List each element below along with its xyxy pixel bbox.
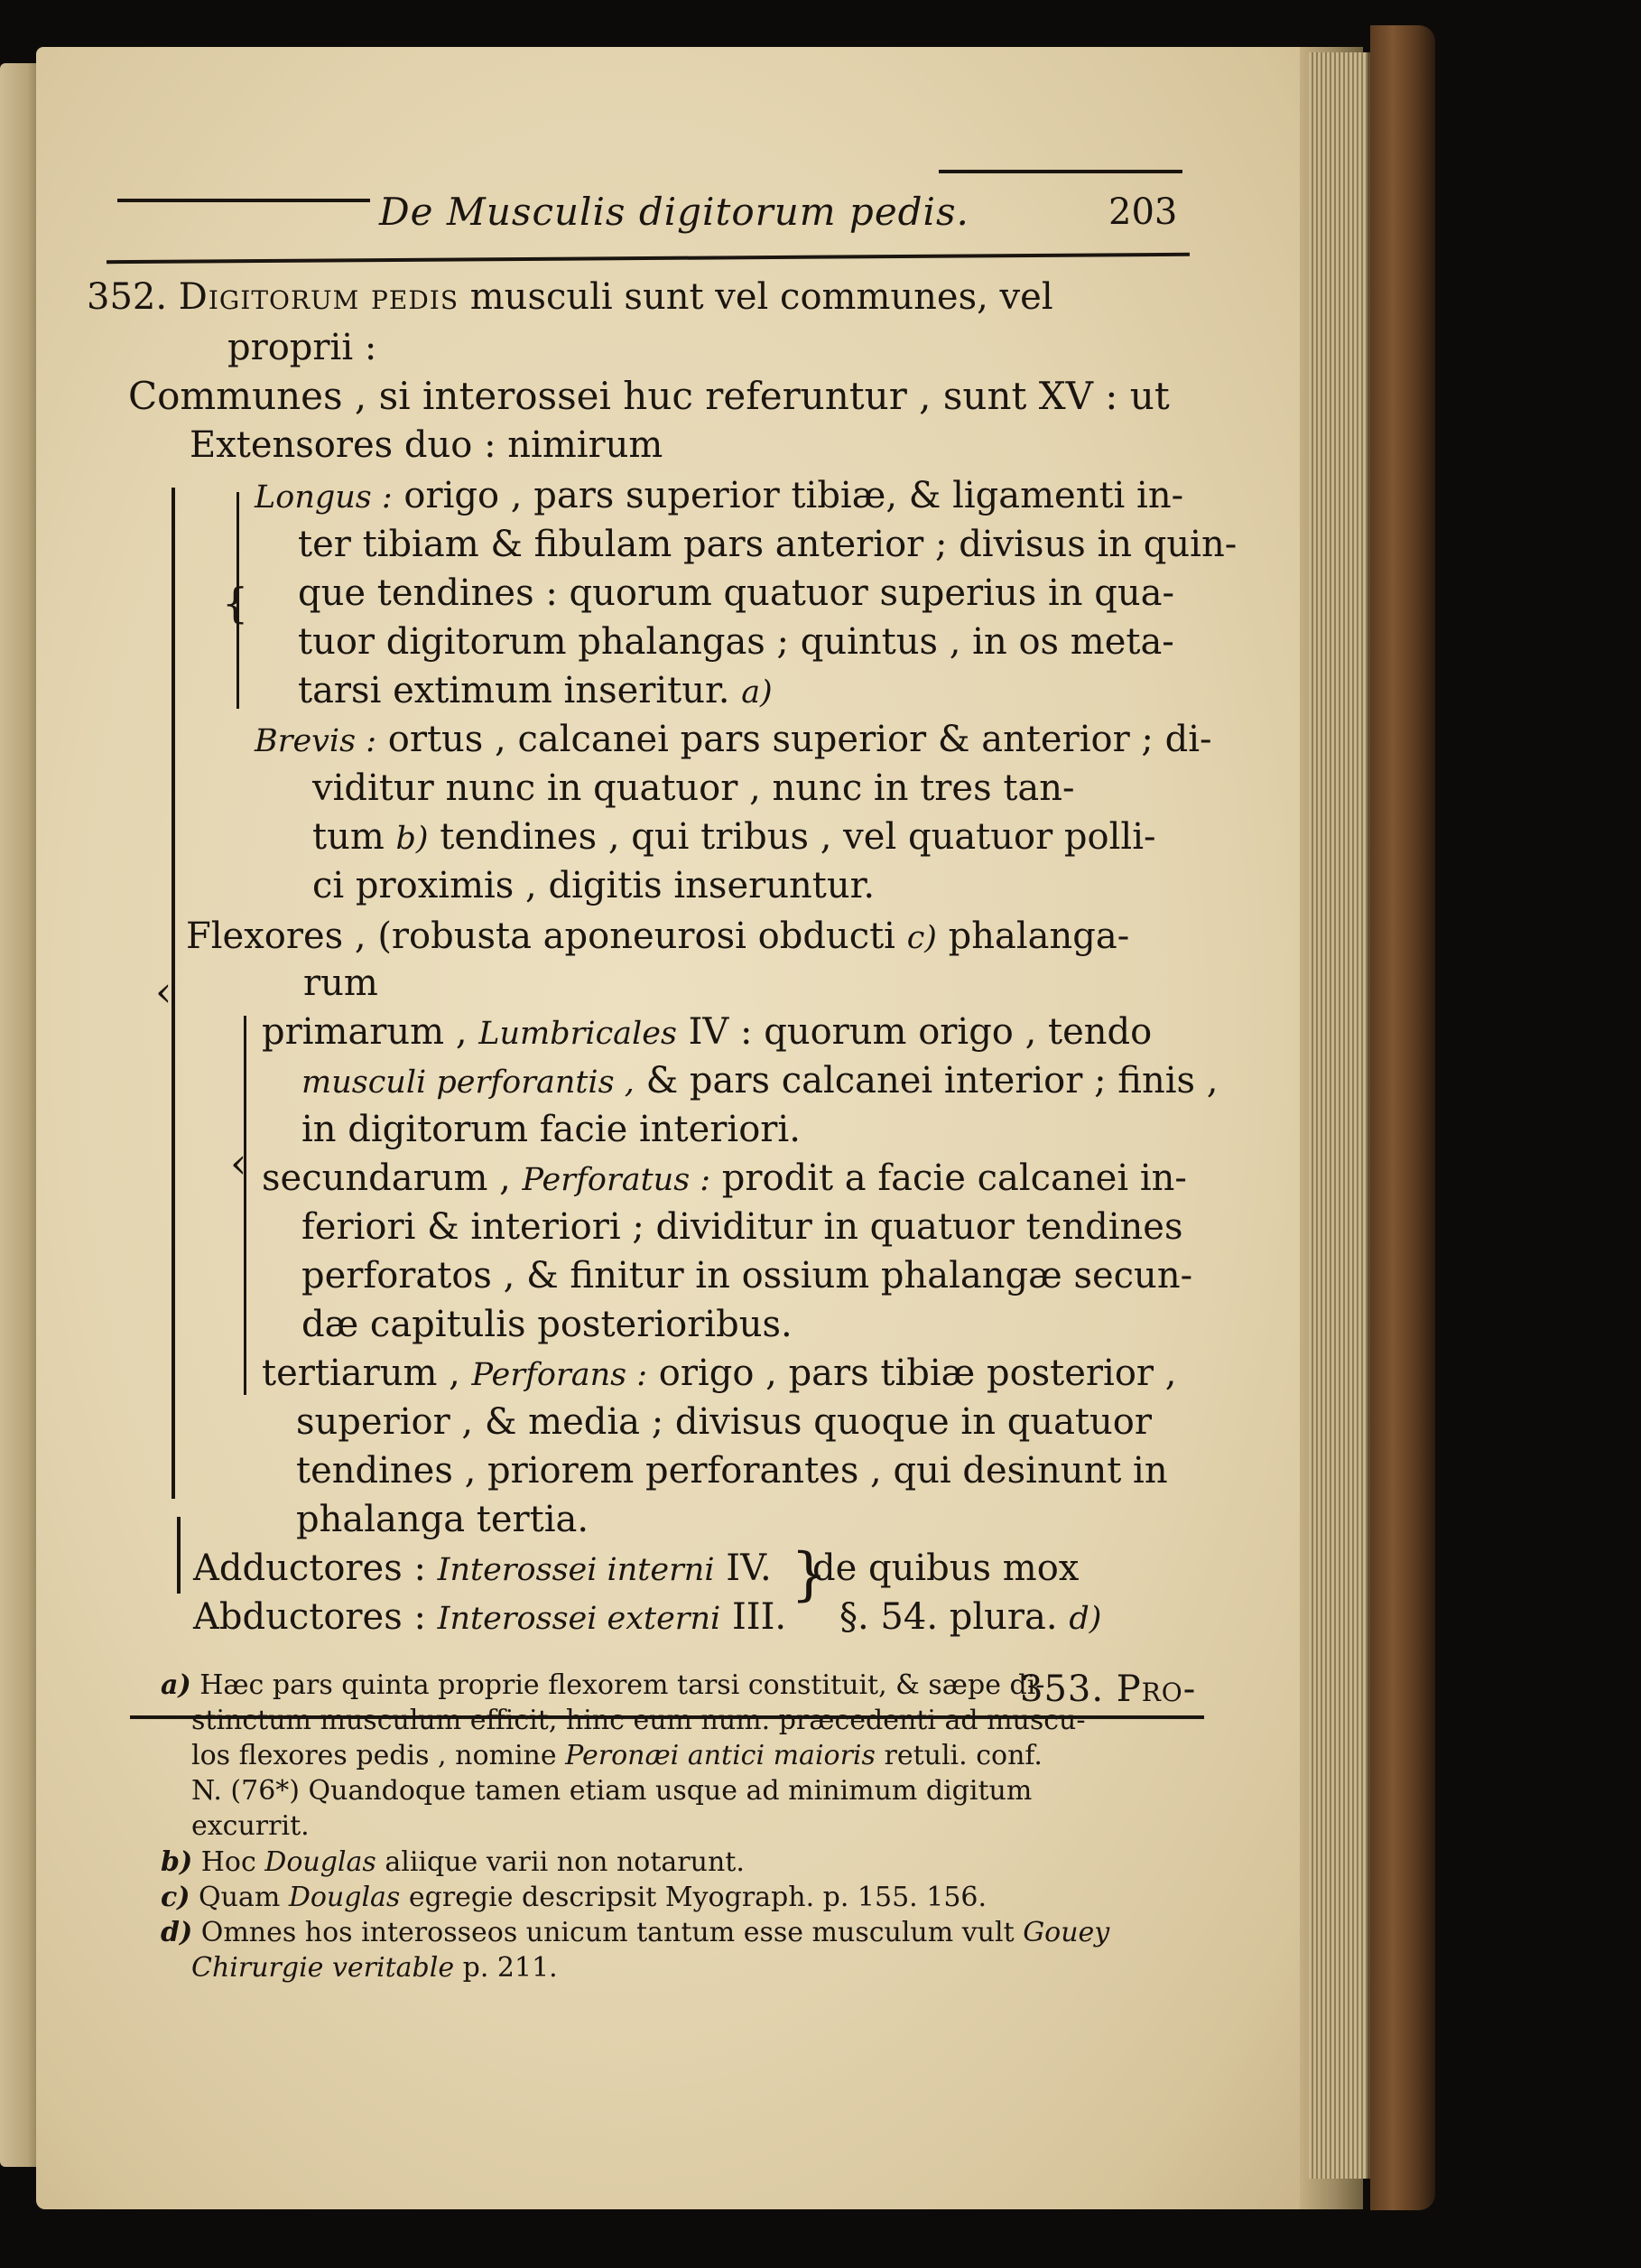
header-rule-top: [117, 199, 370, 202]
brevis-line-2: viditur nunc in quatuor , nunc in tres tan-: [312, 767, 1075, 809]
tertiarum-line-1: [262, 1350, 1176, 1399]
brevis-line-1: [255, 716, 1212, 765]
brevis-text: tum: [312, 816, 385, 858]
abductores-count: III.: [731, 1596, 787, 1638]
longus-line-5: [298, 667, 773, 716]
footnote-d-text: Omnes hos interosseos unicum tantum esse musculum vult: [200, 1917, 1015, 1948]
interossei-brace: }: [791, 1541, 828, 1608]
tertiarum-line-3: tendines , priorem perforantes , qui desinunt in: [296, 1450, 1168, 1492]
secundarum-text: prodit a facie calcanei in-: [721, 1157, 1187, 1199]
footnote-a-line-3: [191, 1739, 1043, 1773]
footnote-d-line-1: [161, 1916, 1109, 1950]
secundarum-line-4: dæ capitulis posterioribus.: [301, 1304, 793, 1345]
secundarum-label: secundarum ,: [262, 1157, 511, 1199]
abductores-label: Abductores :: [193, 1596, 426, 1638]
footnote-c-text: egregie descripsit Myograph. p. 155. 156.: [408, 1882, 987, 1913]
primarum-text: IV : quorum origo , tendo: [688, 1011, 1153, 1053]
longus-text: origo , pars superior tibiæ, & ligamenti in-: [403, 475, 1184, 516]
footnote-ref-c: c): [906, 920, 937, 956]
footnote-a-line-2: stinctum musculum efficit, hinc eum num. præcedenti ad muscu-: [191, 1705, 1086, 1736]
brevis-text: tendines , qui tribus , vel quatuor polli-: [440, 816, 1156, 858]
section-title-word: Digitorum: [178, 276, 360, 318]
footnote-ref-b: b): [395, 821, 429, 857]
cross-ref-line-1: de quibus mox: [812, 1548, 1080, 1589]
adductores-line: [193, 1545, 772, 1594]
footnote-d-italic: Chirurgie veritable: [191, 1952, 455, 1984]
footnote-a-text: Hæc pars quinta proprie flexorem tarsi constituit, & sæpe di-: [199, 1669, 1045, 1701]
footnote-c-text: Quam: [199, 1882, 281, 1913]
primarum-label: primarum ,: [262, 1011, 468, 1053]
footnote-a-line-1: [161, 1668, 1044, 1703]
section-number: 352.: [87, 276, 168, 318]
footnote-d-text: p. 211.: [462, 1952, 558, 1984]
running-title: De Musculis digitorum pedis.: [379, 190, 969, 234]
primarum-italic: musculi perforantis ,: [301, 1064, 635, 1101]
primarum-line-2: [301, 1057, 1218, 1106]
outer-brace-line: [172, 488, 175, 1499]
flexores-heading-text: Flexores , (robusta aponeurosi obducti: [186, 916, 895, 957]
longus-line-4: tuor digitorum phalangas ; quintus , in os meta-: [298, 621, 1174, 663]
longus-line-3: que tendines : quorum quatuor superius in qua-: [298, 572, 1174, 614]
secundarum-muscle: Perforatus :: [522, 1162, 711, 1198]
cross-ref-line-2: [839, 1594, 1101, 1642]
brevis-line-4: ci proximis , digitis inseruntur.: [312, 865, 876, 906]
previous-page-edge: [0, 63, 40, 2167]
cross-ref-text: §. 54. plura.: [839, 1596, 1058, 1638]
outer-brace-point: ‹: [155, 967, 172, 1016]
footnote-b-text: Hoc: [200, 1846, 256, 1878]
section-line-3: Communes , si interossei huc referuntur , sunt XV : ut: [128, 374, 1170, 418]
footnote-a-line-5: excurrit.: [191, 1810, 310, 1842]
footnote-c-author: Douglas: [288, 1882, 401, 1913]
header-rule-top-right: [939, 170, 1182, 173]
footnote-b-text: aliique varii non notarunt.: [385, 1846, 745, 1878]
brevis-line-3: [312, 813, 1156, 862]
footnote-a-text: los flexores pedis , nomine: [191, 1740, 557, 1771]
abductores-line: [193, 1594, 786, 1642]
secundarum-line-3: perforatos , & finitur in ossium phalangæ secun-: [301, 1255, 1193, 1297]
footnote-a-line-4: N. (76*) Quandoque tamen etiam usque ad minimum digitum: [191, 1775, 1033, 1807]
section-line-1: [87, 274, 1053, 321]
longus-line-1: [255, 472, 1183, 521]
primarum-text: & pars calcanei interior ; finis ,: [645, 1060, 1219, 1101]
section-line-2: proprii :: [227, 327, 377, 368]
primarum-muscle: Lumbricales: [478, 1016, 677, 1052]
tertiarum-muscle: Perforans :: [471, 1357, 648, 1393]
footnote-d-author: Gouey: [1023, 1917, 1110, 1948]
abductores-muscle: Interossei externi: [437, 1601, 721, 1637]
footnote-b-author: Douglas: [264, 1846, 376, 1878]
footnote-d-line-2: [191, 1951, 558, 1985]
footnote-marker-d: d): [161, 1917, 193, 1948]
page-number: 203: [1108, 191, 1178, 233]
footnote-b: [161, 1845, 745, 1880]
flexores-heading-text: phalanga-: [948, 916, 1130, 957]
extensores-brace-point: {: [222, 579, 249, 627]
longus-text: tarsi extimum inseritur.: [298, 670, 730, 711]
adductores-muscle: Interossei interni: [437, 1552, 715, 1588]
book-cover-edge: [1370, 25, 1435, 2210]
footnote-ref-d: d): [1069, 1601, 1102, 1637]
flexores-heading: [186, 913, 1129, 962]
longus-label: Longus :: [255, 479, 393, 516]
footnote-a-italic: Peronæi antici maioris: [565, 1740, 876, 1771]
flexores-heading-line-2: rum: [303, 962, 378, 1004]
flexores-brace-line: [244, 1016, 246, 1395]
page-edges: [1309, 52, 1370, 2179]
outer-brace-line-lower: [177, 1517, 181, 1594]
primarum-line-1: [262, 1009, 1152, 1057]
footnote-marker-a: a): [161, 1669, 191, 1701]
primarum-line-3: in digitorum facie interiori.: [301, 1109, 801, 1150]
section-title-word: pedis: [371, 276, 459, 318]
section-line-1-text: musculi sunt vel communes, vel: [469, 276, 1053, 318]
footnote-a-text: retuli. conf.: [884, 1740, 1043, 1771]
footnote-ref-a: a): [741, 674, 773, 711]
footnote-marker-c: c): [161, 1882, 190, 1913]
tertiarum-label: tertiarum ,: [262, 1352, 460, 1394]
tertiarum-line-4: phalanga tertia.: [296, 1499, 589, 1540]
catchword: 353. Pro-: [1020, 1668, 1197, 1710]
tertiarum-text: origo , pars tibiæ posterior ,: [658, 1352, 1177, 1394]
brevis-text: ortus , calcanei pars superior & anterior ; di-: [387, 719, 1212, 760]
adductores-label: Adductores :: [193, 1548, 426, 1589]
brevis-label: Brevis :: [255, 723, 377, 759]
footnote-c: [161, 1881, 987, 1915]
tertiarum-line-2: superior , & media ; divisus quoque in quatuor: [296, 1401, 1152, 1443]
extensores-heading: Extensores duo : nimirum: [190, 424, 663, 466]
flexores-brace-point: ‹: [230, 1139, 247, 1187]
adductores-count: IV.: [726, 1548, 772, 1589]
secundarum-line-2: feriori & interiori ; dividitur in quatuor tendines: [301, 1206, 1183, 1248]
longus-line-2: ter tibiam & fibulam pars anterior ; divisus in quin-: [298, 524, 1238, 565]
secundarum-line-1: [262, 1155, 1187, 1204]
footnote-marker-b: b): [161, 1846, 193, 1878]
